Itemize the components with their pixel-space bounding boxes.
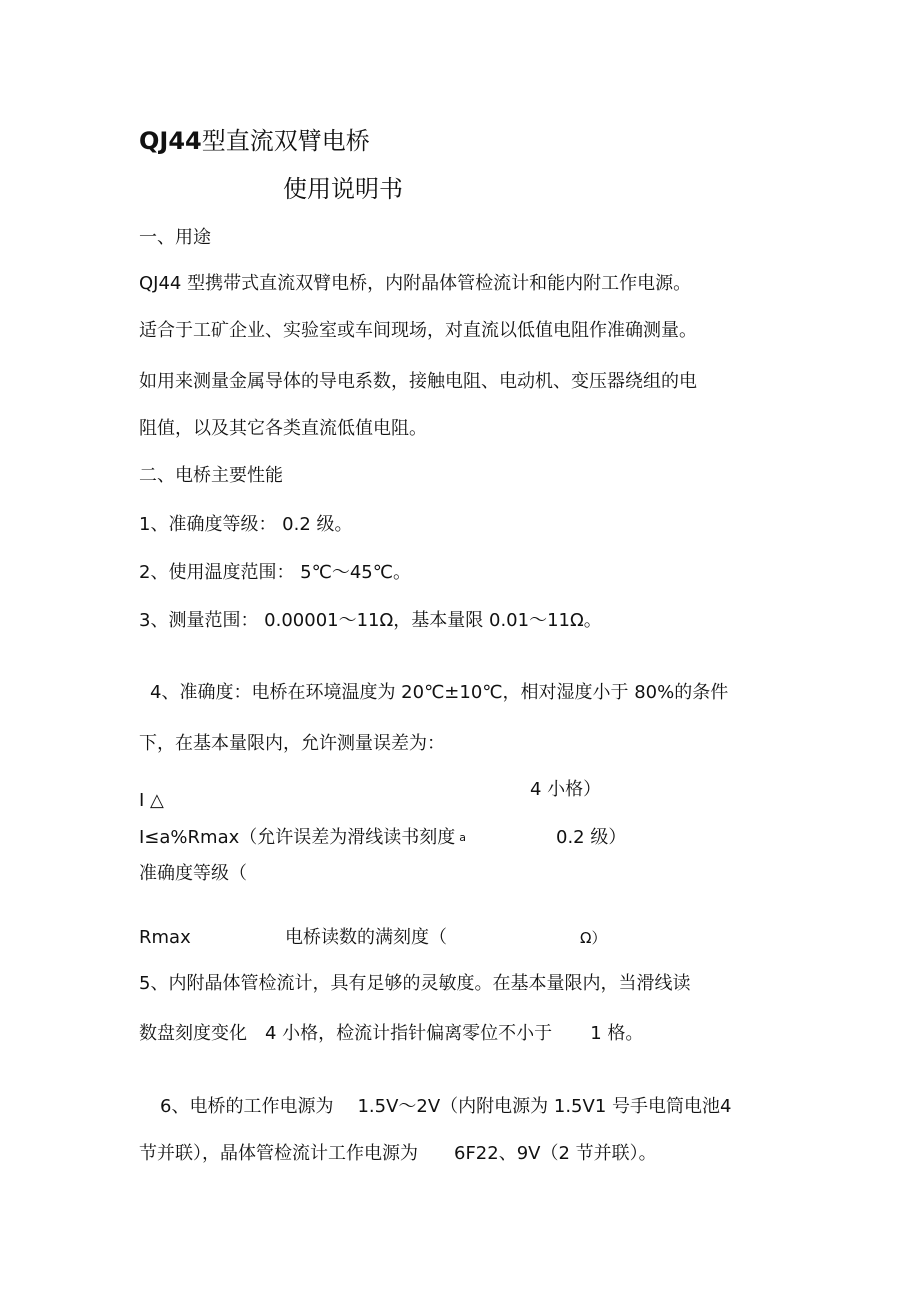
item-5-part-c: 1 格。: [590, 1023, 644, 1044]
performance-item-5-line1: 5、内附晶体管检流计，具有足够的灵敏度。在基本量限内，当滑线读: [139, 973, 691, 994]
formula-small-div: 4 小格）: [530, 779, 602, 800]
performance-item-6-line1: [160, 1096, 731, 1118]
item-5-part-a: 数盘刻度变化: [139, 1023, 247, 1044]
document-title: [139, 126, 370, 156]
formula-rmax-label: Rmax: [139, 927, 191, 948]
purpose-line: 适合于工矿企业、实验室或车间现场，对直流以低值电阻作准确测量。: [139, 320, 697, 341]
model-number: QJ44: [139, 127, 202, 155]
purpose-line: 如用来测量金属导体的导电系数，接触电阻、电动机、变压器绕组的电: [139, 371, 697, 392]
section-heading-performance: 二、电桥主要性能: [139, 465, 283, 486]
performance-item-4-line1: 4、准确度：电桥在环境温度为 20℃±10℃，相对湿度小于 80%的条件: [150, 682, 729, 703]
formula-text: [139, 827, 466, 849]
section-heading-purpose: 一、用途: [139, 227, 211, 248]
purpose-line: QJ44 型携带式直流双臂电桥，内附晶体管检流计和能内附工作电源。: [139, 273, 692, 294]
performance-item-1: 1、准确度等级： 0.2 级。: [139, 514, 353, 535]
performance-item-5-line2: [139, 1023, 643, 1045]
purpose-line: 阻值，以及其它各类直流低值电阻。: [139, 418, 427, 439]
performance-item-2: 2、使用温度范围： 5℃～45℃。: [139, 562, 411, 583]
item-6-part-c: 节并联），晶体管检流计工作电源为: [139, 1143, 418, 1164]
formula-ohm-close: Ω）: [580, 929, 607, 947]
performance-item-4-line2: 下，在基本量限内，允许测量误差为：: [139, 733, 445, 754]
document-subtitle: 使用说明书: [283, 175, 403, 203]
formula-delta-label: I △: [139, 790, 164, 811]
performance-item-3: 3、测量范围： 0.00001～11Ω，基本量限 0.01～11Ω。: [139, 610, 602, 631]
formula-grade-label: 准确度等级（: [139, 863, 247, 884]
item-6-part-d: 6F22、9V（2 节并联）。: [454, 1143, 657, 1164]
formula-expression: I≤a%Rmax（允许误差为滑线读书刻度: [139, 827, 456, 848]
formula-grade-value: 0.2 级）: [556, 827, 627, 848]
performance-item-6-line2: [139, 1143, 657, 1165]
formula-rmax-desc: 电桥读数的满刻度（: [285, 927, 447, 948]
item-6-part-b: 1.5V～2V（内附电源为 1.5V1 号手电筒电池4: [357, 1096, 732, 1117]
item-6-part-a: 6、电桥的工作电源为: [160, 1096, 334, 1117]
item-5-part-b: 4 小格，检流计指针偏离零位不小于: [265, 1023, 553, 1044]
product-name: 型直流双臂电桥: [201, 127, 370, 155]
formula-a-symbol: a: [459, 831, 466, 844]
